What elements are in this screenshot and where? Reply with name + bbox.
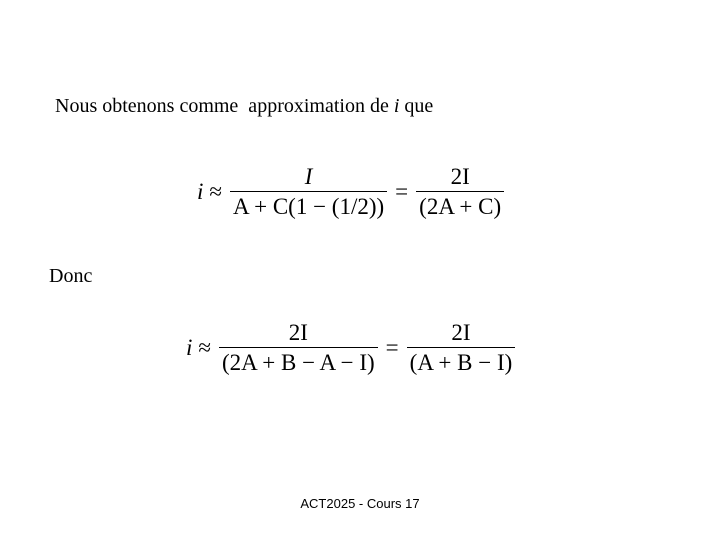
eq2-frac1-denominator: (2A + B − A − I)	[222, 350, 375, 375]
intro-text-before: Nous obtenons comme approximation de	[55, 95, 394, 117]
equation-approximation-2	[186, 321, 519, 374]
eq1-frac1-numerator: I	[304, 164, 313, 189]
eq2-fraction-2	[407, 321, 516, 374]
intro-variable: i	[393, 95, 400, 117]
eq2-fraction-1	[219, 321, 378, 374]
eq1-approx-sign: ≈	[209, 179, 223, 204]
donc-label: Donc	[49, 265, 93, 287]
eq2-equals-sign: =	[385, 335, 399, 360]
eq2-lhs: i	[186, 335, 193, 360]
eq1-frac1-denominator: A + C(1 − (1/2))	[233, 194, 385, 219]
equation-approximation-1	[197, 165, 508, 218]
intro-text	[55, 96, 433, 116]
intro-text-after: que	[399, 95, 434, 117]
eq1-lhs: i	[197, 179, 204, 204]
eq2-frac2-numerator: 2I	[451, 320, 471, 345]
eq1-fraction-2	[416, 165, 504, 218]
eq1-fraction-1	[230, 165, 387, 218]
eq1-frac2-denominator: (2A + C)	[419, 194, 502, 219]
eq1-frac2-numerator: 2I	[450, 164, 470, 189]
eq2-frac1-numerator: 2I	[288, 320, 308, 345]
eq2-frac2-denominator: (A + B − I)	[409, 350, 513, 375]
eq2-approx-sign: ≈	[198, 335, 212, 360]
eq1-equals-sign: =	[395, 179, 409, 204]
slide-footer: ACT2025 - Cours 17	[300, 496, 420, 511]
